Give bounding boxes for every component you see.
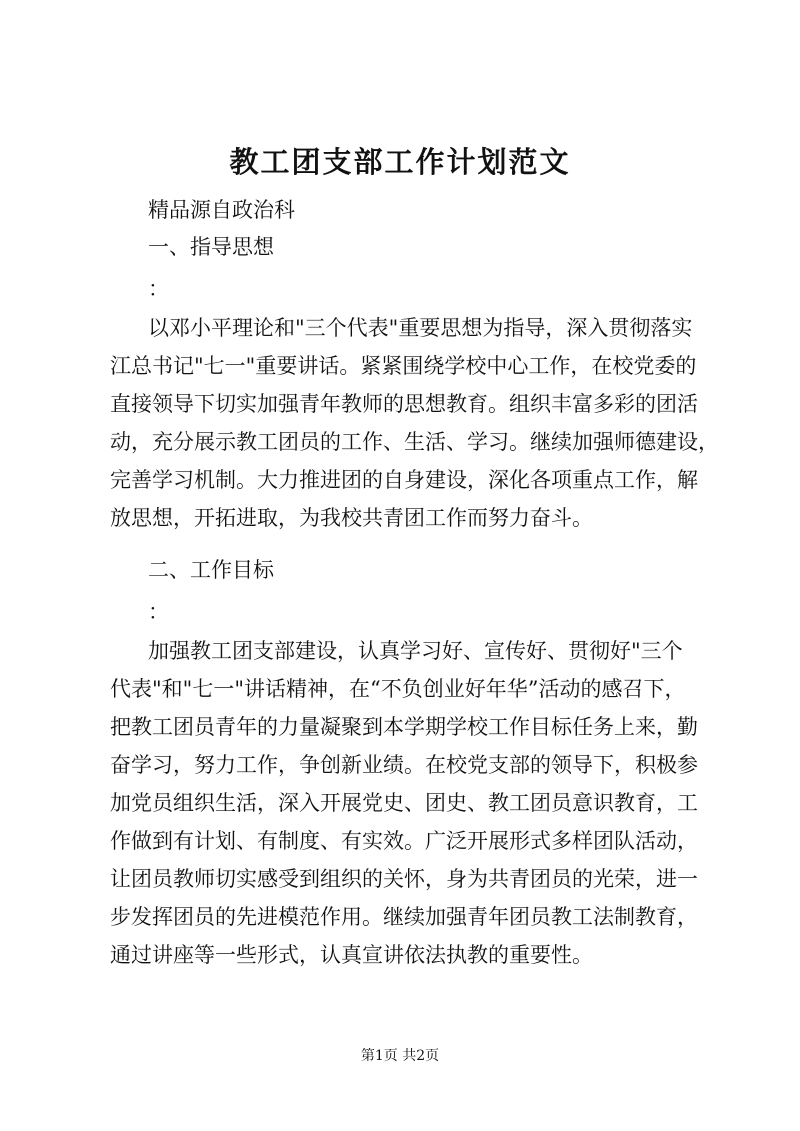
paragraph-line: 代表"和"七一"讲话精神，在“不负创业好年华”活动的感召下， [110, 677, 686, 701]
paragraph-line: 把教工团员青年的力量凝聚到本学期学校工作目标任务上来，勤 [110, 715, 698, 739]
paragraph-line: 放思想，开拓进取，为我校共青团工作而努力奋斗。 [110, 506, 593, 530]
paragraph-line: 直接领导下切实加强青年教师的思想教育。组织丰富多彩的团活 [110, 392, 698, 416]
paragraph-line: 以邓小平理论和"三个代表"重要思想为指导，深入贯彻落实 [148, 316, 693, 340]
document-title: 教工团支部工作计划范文 [229, 145, 571, 179]
paragraph-line: 奋学习，努力工作，争创新业绩。在校党支部的领导下，积极参 [110, 753, 698, 777]
paragraph-line: 加党员组织生活，深入开展党史、团史、教工团员意识教育，工 [110, 791, 698, 815]
section1-colon: ： [148, 277, 169, 301]
section2-heading: 二、工作目标 [148, 558, 274, 582]
paragraph-line: 步发挥团员的先进模范作用。继续加强青年团员教工法制教育， [110, 905, 698, 929]
section1-heading: 一、指导思想 [148, 235, 274, 259]
paragraph-line: 通过讲座等一些形式，认真宣讲依法执教的重要性。 [110, 943, 593, 967]
paragraph-line: 完善学习机制。大力推进团的自身建设，深化各项重点工作，解 [110, 468, 698, 492]
section2-colon: ： [148, 600, 169, 624]
paragraph-line: 作做到有计划、有制度、有实效。广泛开展形式多样团队活动， [110, 829, 698, 853]
paragraph-line: 让团员教师切实感受到组织的关怀，身为共青团员的光荣，进一 [110, 867, 698, 891]
paragraph-line: 动，充分展示教工团员的工作、生活、学习。继续加强师德建设， [110, 430, 719, 454]
paragraph-line: 加强教工团支部建设，认真学习好、宣传好、贯彻好"三个 [148, 639, 683, 663]
source-line: 精品源自政治科 [148, 198, 295, 222]
paragraph-line: 江总书记"七一"重要讲话。紧紧围绕学校中心工作，在校党委的 [110, 354, 697, 378]
page-footer: 第1页 共2页 [360, 1048, 440, 1064]
